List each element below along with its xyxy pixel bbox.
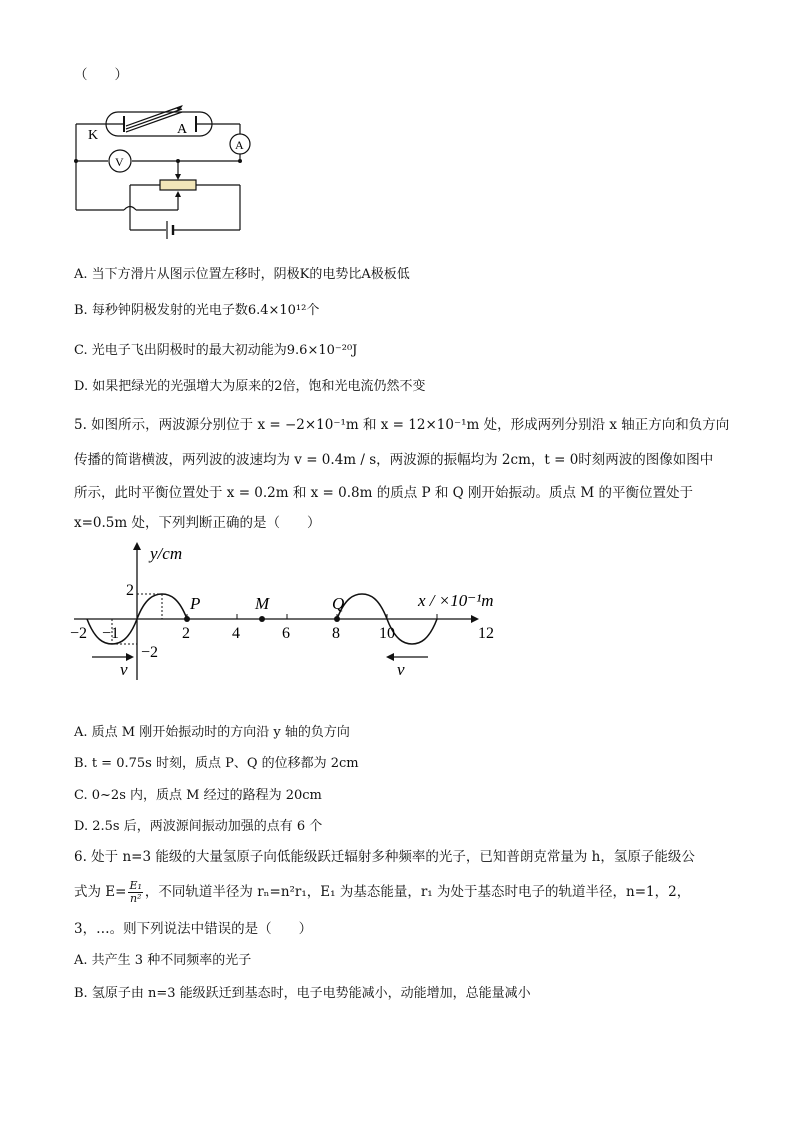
q5-option-a: A. 质点 M 刚开始振动时的方向沿 y 轴的负方向 [74, 725, 350, 740]
q4-option-a: A. 当下方滑片从图示位置左移时，阴极K的电势比A极板低 [74, 267, 410, 282]
q6-stem-line-2 [74, 880, 690, 910]
x-tick-neg2: −2 [70, 625, 88, 642]
q6-formula-prefix: 式为 E= [74, 884, 127, 900]
point-Q-label: Q [332, 594, 345, 613]
q5-stem-line-4: x=0.5m 处，下列判断正确的是（ ） [74, 515, 321, 531]
q6-stem-line-1: 6. 处于 n=3 能级的大量氢原子向低能级跃迁辐射多种频率的光子，已知普朗克常量为 h，氢原子能级公 [74, 849, 695, 865]
x-tick-8: 8 [332, 625, 340, 642]
point-P-label: P [190, 594, 201, 613]
q5-stem-line-3: 所示，此时平衡位置处于 x = 0.2m 和 x = 0.8m 的质点 P 和 Q 刚开始振动。质点 M 的平衡位置处于 [74, 485, 693, 501]
y-tick-2: 2 [126, 582, 134, 599]
x-tick-4: 4 [232, 625, 240, 642]
q6-option-a: A. 共产生 3 种不同频率的光子 [74, 953, 252, 968]
x-tick-neg1: −1 [102, 625, 120, 642]
q5-stem-line-1: 5. 如图所示，两波源分别位于 x = −2×10⁻¹m 和 x = 12×10⁻¹m 处，形成两列分别沿 x 轴正方向和负方向 [74, 417, 730, 433]
q6-formula-rest: ，不同轨道半径为 rₙ=n²r₁，E₁ 为基态能量，r₁ 为处于基态时电子的轨道半径，n=1，2， [144, 884, 691, 900]
q5-option-b: B. t = 0.75s 时刻，质点 P、Q 的位移都为 2cm [74, 756, 359, 771]
right-wave-velocity-label: v [397, 660, 405, 679]
x-tick-2: 2 [182, 625, 190, 642]
x-axis-label: x / ×10⁻¹m [418, 591, 494, 610]
point-M-label: M [255, 594, 270, 613]
point-M-dot [259, 616, 265, 622]
voltmeter-label: V [115, 155, 124, 169]
q6-energy-fraction: $\frac{\text{E₁}}{\text{n²}}$ [129, 879, 142, 905]
q4-option-b: B. 每秒钟阴极发射的光电子数6.4×10¹²个 [74, 303, 320, 318]
photoelectric-circuit-diagram [70, 100, 260, 250]
q4-option-d: D. 如果把绿光的光强增大为原来的2倍，饱和光电流仍然不变 [74, 379, 426, 394]
q5-option-d: D. 2.5s 后，两波源间振动加强的点有 6 个 [74, 819, 323, 834]
cathode-label: K [88, 128, 99, 143]
wave-graph [66, 540, 516, 685]
q4-answer-bracket: （ ） [74, 67, 128, 83]
q5-option-c: C. 0~2s 内，质点 M 经过的路程为 20cm [74, 788, 322, 803]
q5-stem-line-2: 传播的简谐横波，两列波的波速均为 v = 0.4m / s，两波源的振幅均为 2cm，t = 0时刻两波的图像如图中 [74, 452, 714, 468]
x-tick-6: 6 [282, 625, 290, 642]
point-P-dot [184, 616, 190, 622]
x-tick-12: 12 [478, 625, 494, 642]
ammeter-label: A [235, 138, 244, 152]
x-tick-10: 10 [379, 625, 395, 642]
point-Q-dot [334, 616, 340, 622]
left-wave-velocity-label: v [120, 660, 128, 679]
q4-option-c: C. 光电子飞出阴极时的最大初动能为9.6×10⁻²⁰J [74, 343, 358, 358]
anode-label: A [177, 122, 188, 137]
q6-stem-line-3: 3，…。则下列说法中错误的是（ ） [74, 921, 313, 937]
y-tick-neg2: −2 [141, 644, 159, 661]
q6-option-b: B. 氢原子由 n=3 能级跃迁到基态时，电子电势能减小，动能增加，总能量减小 [74, 986, 531, 1001]
y-axis-label: y/cm [150, 544, 183, 563]
